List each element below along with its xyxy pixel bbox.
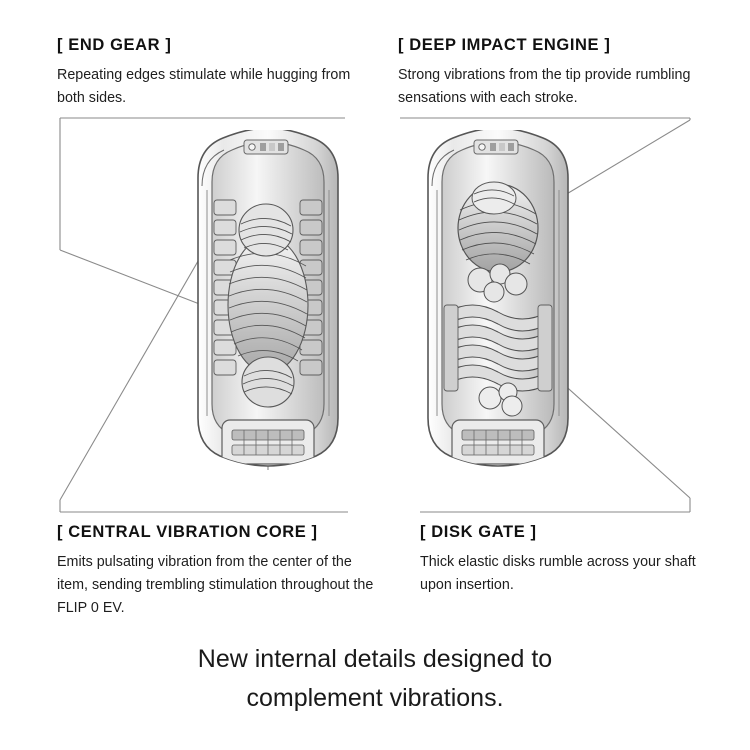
device-right-graphic: [408, 130, 588, 480]
callout-title-end-gear: [ END GEAR ]: [57, 36, 172, 54]
cap-slot-b-right: [499, 143, 505, 151]
callout-title-deep-impact-engine: [ DEEP IMPACT ENGINE ]: [398, 36, 611, 54]
callout-body-central-vibration-core: Emits pulsating vibration from the center of the item, sending trembling stimulation throughout the FLIP 0 EV.: [57, 554, 374, 617]
callout-deep-impact-engine: [398, 36, 708, 110]
callout-end-gear: [57, 36, 367, 110]
callout-title-disk-gate: [ DISK GATE ]: [420, 523, 537, 541]
device-left-graphic: [178, 130, 358, 480]
bottom-chamber-right: [452, 420, 544, 464]
callout-title-central-vibration-core: [ CENTRAL VIBRATION CORE ]: [57, 523, 318, 541]
cap-button-left: [249, 144, 255, 150]
callout-central-vibration-core: [57, 523, 375, 620]
cap-slot-c-right: [508, 143, 514, 151]
footer-line-2: complement vibrations.: [246, 683, 504, 712]
cap-slot-a-left: [260, 143, 266, 151]
callout-body-disk-gate: Thick elastic disks rumble across your shaft upon insertion.: [420, 554, 696, 594]
cap-button-right: [479, 144, 485, 150]
footer-caption: [0, 640, 750, 718]
cutaway-illustration-left: [178, 130, 358, 480]
cap-slot-b-left: [269, 143, 275, 151]
cap-slot-a-right: [490, 143, 496, 151]
cutaway-illustration-right: [408, 130, 588, 480]
footer-line-1: New internal details designed to: [197, 645, 553, 673]
cap-slot-c-left: [278, 143, 284, 151]
callout-body-deep-impact-engine: Strong vibrations from the tip provide rumbling sensations with each stroke.: [398, 67, 691, 107]
bottom-chamber-left: [222, 420, 314, 464]
callout-body-end-gear: Repeating edges stimulate while hugging from both sides.: [57, 67, 351, 107]
callout-disk-gate: [420, 523, 720, 597]
